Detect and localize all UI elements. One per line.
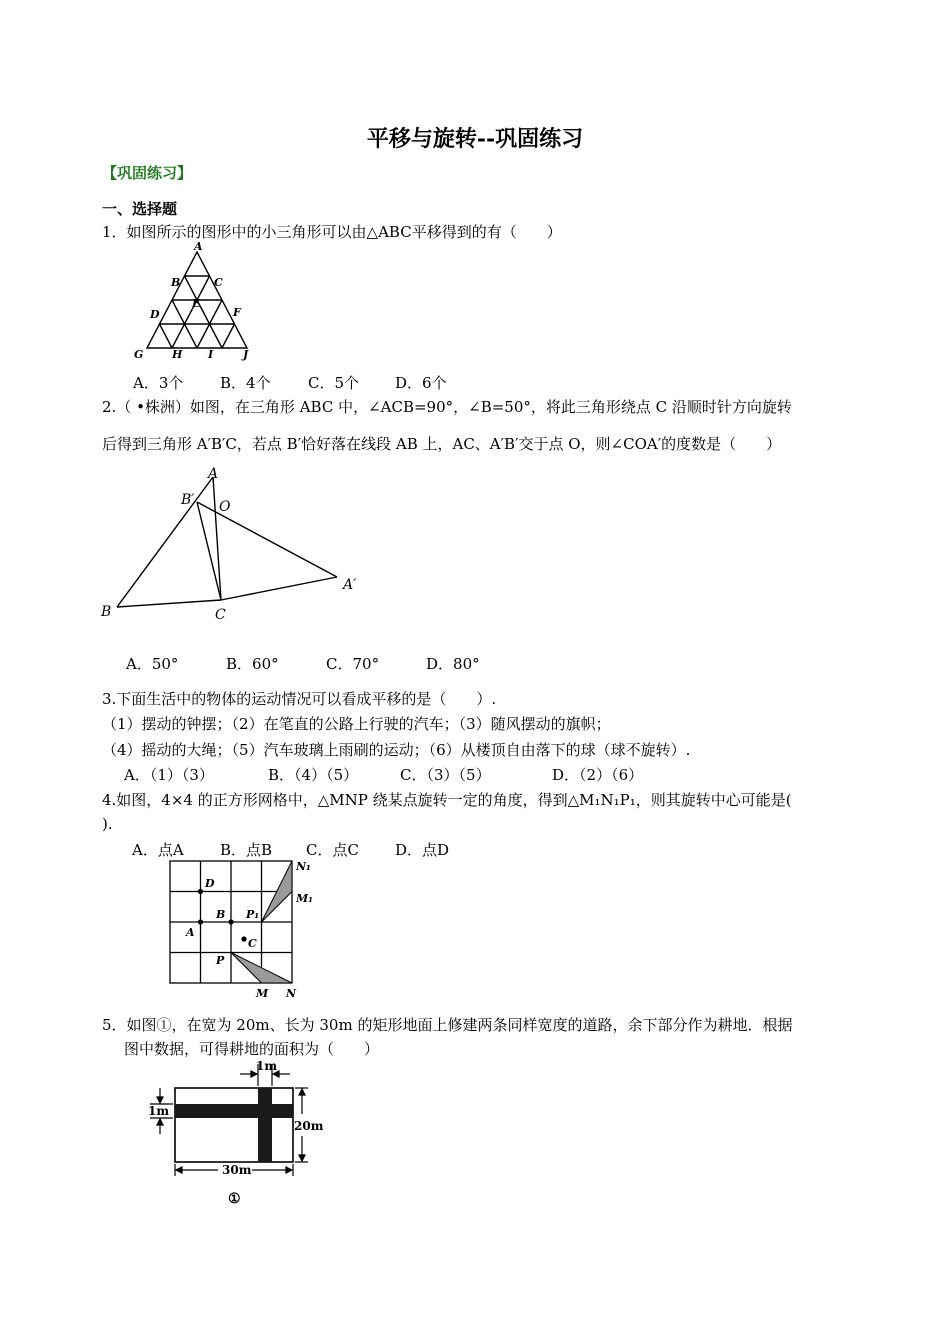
q4-stem-line1: 4.如图，4×4 的正方形网格中，△MNP 绕某点旋转一定的角度，得到△M₁N₁P₁，则其旋转中心可能是( <box>102 791 792 809</box>
q5-label-road-width-top: 1m <box>256 1059 278 1073</box>
q5-stem-line1: 5．如图①，在宽为 20m、长为 30m 的矩形地面上修建两条同样宽度的道路，余下部分作为耕地．根据 <box>102 1016 793 1034</box>
q2-option-b: B．60° <box>226 655 279 673</box>
q2-label-a: A <box>208 466 219 482</box>
q1-label-h: H <box>172 348 183 361</box>
q5-field-figure <box>140 1058 340 1210</box>
q1-label-a: A <box>194 240 203 253</box>
q1-label-i: I <box>208 348 214 361</box>
q1-label-c: C <box>214 276 223 289</box>
q2-option-d: D．80° <box>426 655 480 673</box>
q2-label-a-prime: A′ <box>343 577 357 593</box>
q1-stem: 1．如图所示的图形中的小三角形可以由△ABC平移得到的有（ ） <box>102 223 562 241</box>
q3-option-d: D．（2）（6） <box>552 766 644 784</box>
q1-triangle-figure <box>125 240 265 365</box>
q4-label-b: B <box>216 908 226 921</box>
q3-stem: 3.下面生活中的物体的运动情况可以看成平移的是（ ）. <box>102 690 497 708</box>
q2-label-c: C <box>215 607 226 623</box>
q1-label-g: G <box>134 348 144 361</box>
q4-label-d: D <box>205 877 215 890</box>
q2-option-c: C．70° <box>326 655 380 673</box>
q3-option-c: C．（3）（5） <box>400 766 491 784</box>
q2-option-a: A．50° <box>126 655 179 673</box>
q1-label-b: B <box>171 276 181 289</box>
q4-label-n: N <box>286 987 297 1000</box>
q2-stem-line2: 后得到三角形 A′B′C，若点 B′恰好落在线段 AB 上，AC、A′B′交于点 O，则∠COA′的度数是（ ） <box>102 435 782 453</box>
q5-label-road-width-left: 1m <box>148 1104 170 1118</box>
q5-stem-line2: 图中数据，可得耕地的面积为（ ） <box>124 1040 380 1058</box>
q5-label-width: 20m <box>294 1119 324 1133</box>
q4-option-b: B．点B <box>220 841 273 859</box>
q2-label-o: O <box>219 499 231 515</box>
q5-vertical-road <box>258 1088 272 1162</box>
q2-label-b: B <box>101 604 112 620</box>
q1-label-j: J <box>243 348 249 361</box>
q2-label-b-prime: B′ <box>181 492 195 508</box>
q4-label-m1: M₁ <box>296 892 313 905</box>
q4-option-c: C．点C <box>306 841 359 859</box>
q3-line2: （4）摇动的大绳；（5）汽车玻璃上雨刷的运动；（6）从楼顶自由落下的球（球不旋转）. <box>102 741 691 759</box>
q5-label-figure-number: ① <box>228 1191 241 1207</box>
part-heading: 一、选择题 <box>102 200 178 218</box>
q4-label-c: C <box>248 937 257 950</box>
q1-label-d: D <box>150 308 160 321</box>
q5-horizontal-road <box>175 1104 293 1118</box>
page-title: 平移与旋转--巩固练习 <box>366 126 584 152</box>
q4-label-p1: P₁ <box>246 908 260 921</box>
q1-label-e: E <box>192 297 201 310</box>
q4-stem-line2: ). <box>102 815 113 833</box>
q3-option-a: A．（1）（3） <box>124 766 214 784</box>
q1-option-c: C．5个 <box>308 374 360 392</box>
q5-label-length: 30m <box>222 1163 252 1177</box>
q4-label-m: M <box>256 987 269 1000</box>
q4-option-d: D．点D <box>395 841 450 859</box>
q4-label-a: A <box>186 926 195 939</box>
q2-rotation-figure <box>95 462 375 627</box>
q4-label-n1: N₁ <box>296 860 311 873</box>
q4-option-a: A．点A <box>132 841 184 859</box>
q3-line1: （1）摆动的钟摆；（2）在笔直的公路上行驶的汽车；（3）随风摆动的旗帜； <box>102 715 611 733</box>
q1-option-b: B．4个 <box>220 374 271 392</box>
q3-option-b: B．（4）（5） <box>268 766 359 784</box>
q1-label-f: F <box>233 306 241 319</box>
q1-option-a: A．3个 <box>133 374 184 392</box>
q1-option-d: D．6个 <box>395 374 447 392</box>
q4-grid-figure <box>160 856 320 1002</box>
q2-stem-line1: 2.（ •株洲）如图，在三角形 ABC 中，∠ACB=90°，∠B=50°，将此三角形绕点 C 沿顺时针方向旋转 <box>102 398 792 416</box>
section-label: 【巩固练习】 <box>102 164 193 182</box>
q4-label-p: P <box>216 954 225 967</box>
